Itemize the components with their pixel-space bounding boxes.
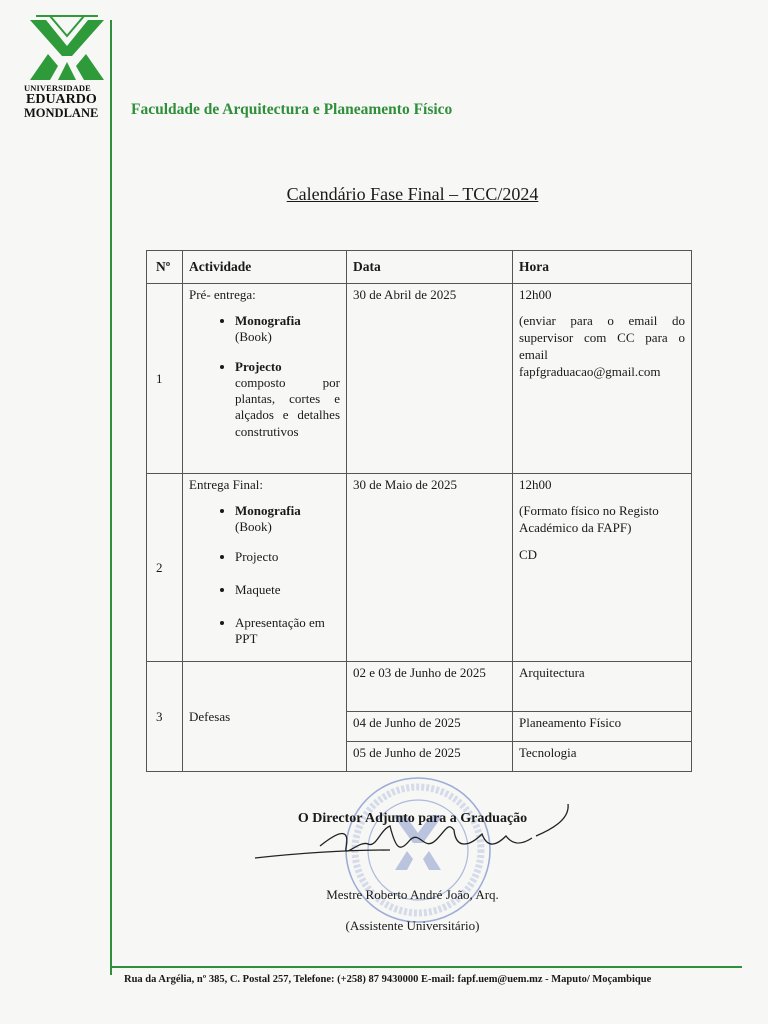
table-row [147,474,692,662]
date-cell: 30 de Abril de 2025 [347,284,513,474]
row-number: 3 [147,662,183,772]
schedule-table [146,250,692,772]
uem-emblem-icon [28,14,106,82]
university-name-line2: EDUARDO [26,91,97,107]
item-detail: composto por plantas, cortes e alçados e detalhes construtivos [235,374,340,439]
item-title: Projecto [235,358,282,374]
course-cell: Arquitectura [513,662,692,712]
date-cell: 05 de Junho de 2025 [347,742,513,772]
faculty-name: Faculdade de Arquitectura e Planeamento Físico [131,101,453,118]
university-name-line1: UNIVERSIDADE [24,83,91,93]
date-cell: 30 de Maio de 2025 [347,474,513,662]
time-value: 12h00 [519,287,552,302]
list-item [235,503,340,536]
signatory-title: O Director Adjunto para a Graduação [297,811,528,826]
university-name-line3: MONDLANE [24,105,99,120]
margin-rule-vertical [110,20,112,975]
time-cell [513,474,692,662]
column-header-number: Nº [147,251,183,284]
date-cell: 02 e 03 de Junho de 2025 [347,662,513,712]
course-cell: Tecnologia [513,742,692,772]
activity-cell [183,284,347,474]
activity-intro: Pré- entrega: [189,287,256,302]
document-title: Calendário Fase Final – TCC/2024 [286,184,539,204]
time-note: (Formato físico no Registo Académico da FAPF) [519,503,659,535]
university-logo [24,14,108,119]
list-item: • Projecto [235,549,340,565]
email-address: fapfgraduacao@gmail.com [519,363,661,379]
date-cell: 04 de Junho de 2025 [347,712,513,742]
activity-cell [183,474,347,662]
footer-address: Rua da Argélia, nº 385, C. Postal 257, Telefone: (+258) 87 9430000 E-mail: fapf.uem@uem.mz - Maputo/ Moçambique [124,974,652,985]
activity-cell: Defesas [183,662,347,772]
table-header-row [147,251,692,284]
column-header-activity: Actividade [183,251,347,284]
table-row [147,662,692,712]
signatory-name: Mestre Roberto André João, Arq. [326,887,499,902]
signatory-role: (Assistente Universitário) [345,918,480,933]
row-number: 2 [147,474,183,662]
list-item: • Apresentação em PPT [235,615,340,648]
item-title: Monografia [235,503,301,518]
column-header-time: Hora [513,251,692,284]
list-item [235,359,340,440]
time-cell [513,284,692,474]
time-value: 12h00 [519,477,552,492]
item-detail: (Book) [235,329,272,345]
activity-intro: Entrega Final: [189,477,264,492]
item-title: Monografia [235,313,301,328]
cd-label: CD [519,546,538,562]
list-item: • Maquete [235,582,340,598]
activity-list [189,503,340,648]
time-note: (enviar para o email do supervisor com CC para o email [519,313,685,362]
footer-rule [110,966,742,968]
course-cell: Planeamento Físico [513,712,692,742]
row-number: 1 [147,284,183,474]
item-detail: (Book) [235,519,272,535]
list-item [235,313,340,346]
column-header-date: Data [347,251,513,284]
activity-list [189,313,340,440]
table-row [147,284,692,474]
